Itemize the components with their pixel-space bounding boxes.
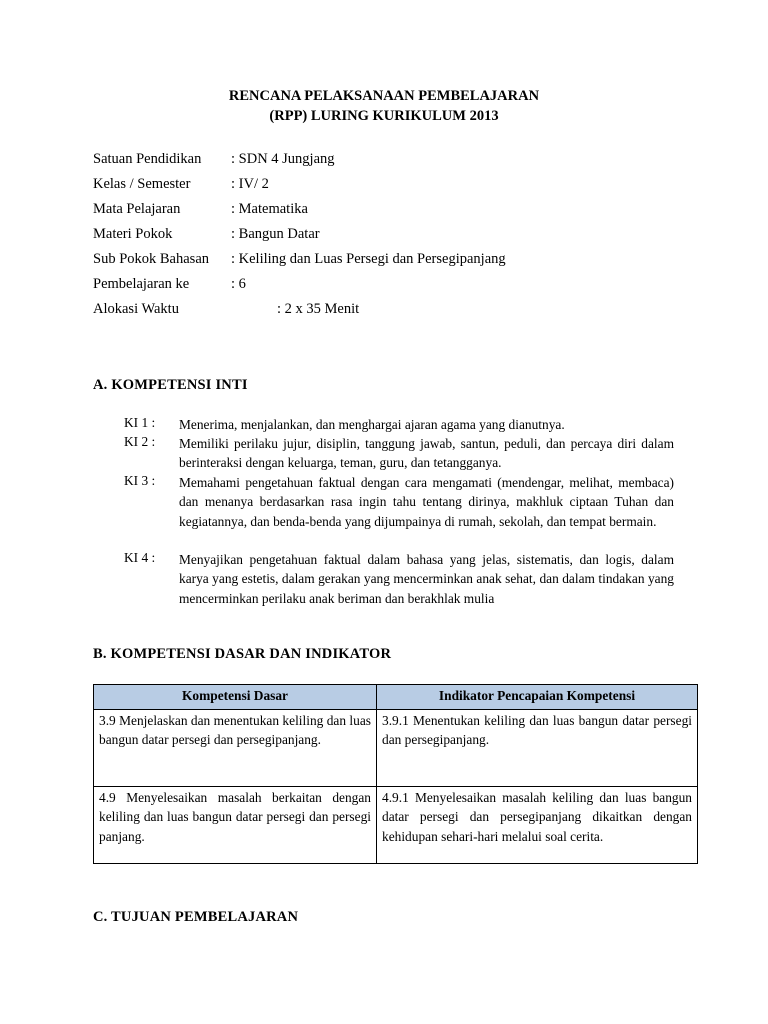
info-value: : Matematika: [231, 201, 308, 217]
table-cell: 3.9.1 Menentukan keliling dan luas bangun datar persegi dan persegipanjang.: [377, 710, 698, 787]
table-header-row: [94, 685, 698, 710]
ki-label: KI 3 :: [124, 473, 156, 488]
info-value: : SDN 4 Jungjang: [231, 151, 335, 167]
info-label: Mata Pelajaran: [93, 201, 181, 217]
ki-text: Menerima, menjalankan, dan menghargai ajaran agama yang dianutnya.: [179, 417, 565, 432]
table-row: [94, 787, 698, 864]
section-heading-kompetensi-inti: A. KOMPETENSI INTI: [93, 377, 248, 393]
table-cell: 4.9 Menyelesaikan masalah berkaitan dengan keliling dan luas bangun datar persegi dan persegi panjang.: [94, 787, 377, 864]
ki-label: KI 4 :: [124, 550, 156, 565]
section-heading-kompetensi-dasar: B. KOMPETENSI DASAR DAN INDIKATOR: [93, 646, 392, 662]
ki-text: Memahami pengetahuan faktual dengan cara mengamati (mendengar, melihat, membaca) dan menanya berdasarkan rasa ingin tahu tentang dirinya, makhluk ciptaan Tuhan dan kegiatannya, dan benda-benda yang dijumpainya di rumah, sekolah, dan tempat bermain.: [179, 475, 674, 529]
table-header-cell: Kompetensi Dasar: [94, 685, 377, 710]
kompetensi-dasar-table: [93, 684, 698, 864]
info-label: Satuan Pendidikan: [93, 151, 202, 167]
table-cell: 4.9.1 Menyelesaikan masalah keliling dan luas bangun datar persegi dan persegipanjang dikaitkan dengan kehidupan sehari-hari melalui soal cerita.: [377, 787, 698, 864]
info-value: : Keliling dan Luas Persegi dan Persegipanjang: [231, 251, 506, 267]
document-title-line2: (RPP) LURING KURIKULUM 2013: [269, 108, 499, 124]
info-value: : IV/ 2: [231, 176, 269, 192]
info-value: : 6: [231, 276, 246, 292]
document-title-line1: RENCANA PELAKSANAAN PEMBELAJARAN: [228, 88, 540, 104]
info-value: : 2 x 35 Menit: [277, 301, 360, 317]
info-label: Pembelajaran ke: [93, 276, 190, 292]
section-heading-tujuan-pembelajaran: C. TUJUAN PEMBELAJARAN: [93, 909, 299, 925]
ki-text: Memiliki perilaku jujur, disiplin, tanggung jawab, santun, peduli, dan percaya diri dalam berinteraksi dengan keluarga, teman, guru, dan tetangganya.: [179, 436, 674, 471]
info-label: Sub Pokok Bahasan: [93, 251, 209, 267]
table-header-cell: Indikator Pencapaian Kompetensi: [377, 685, 698, 710]
table-cell: 3.9 Menjelaskan dan menentukan keliling dan luas bangun datar persegi dan persegipanjang.: [94, 710, 377, 787]
table-row: [94, 710, 698, 787]
ki-label: KI 1 :: [124, 415, 156, 430]
info-label: Alokasi Waktu: [93, 301, 179, 317]
info-label: Materi Pokok: [93, 226, 173, 242]
ki-text: Menyajikan pengetahuan faktual dalam bahasa yang jelas, sistematis, dan logis, dalam karya yang estetis, dalam gerakan yang mencerminkan anak sehat, dan dalam tindakan yang mencerminkan perilaku anak beriman dan berakhlak mulia: [179, 552, 674, 606]
ki-label: KI 2 :: [124, 434, 156, 449]
info-value: : Bangun Datar: [231, 226, 320, 242]
info-label: Kelas / Semester: [93, 176, 191, 192]
